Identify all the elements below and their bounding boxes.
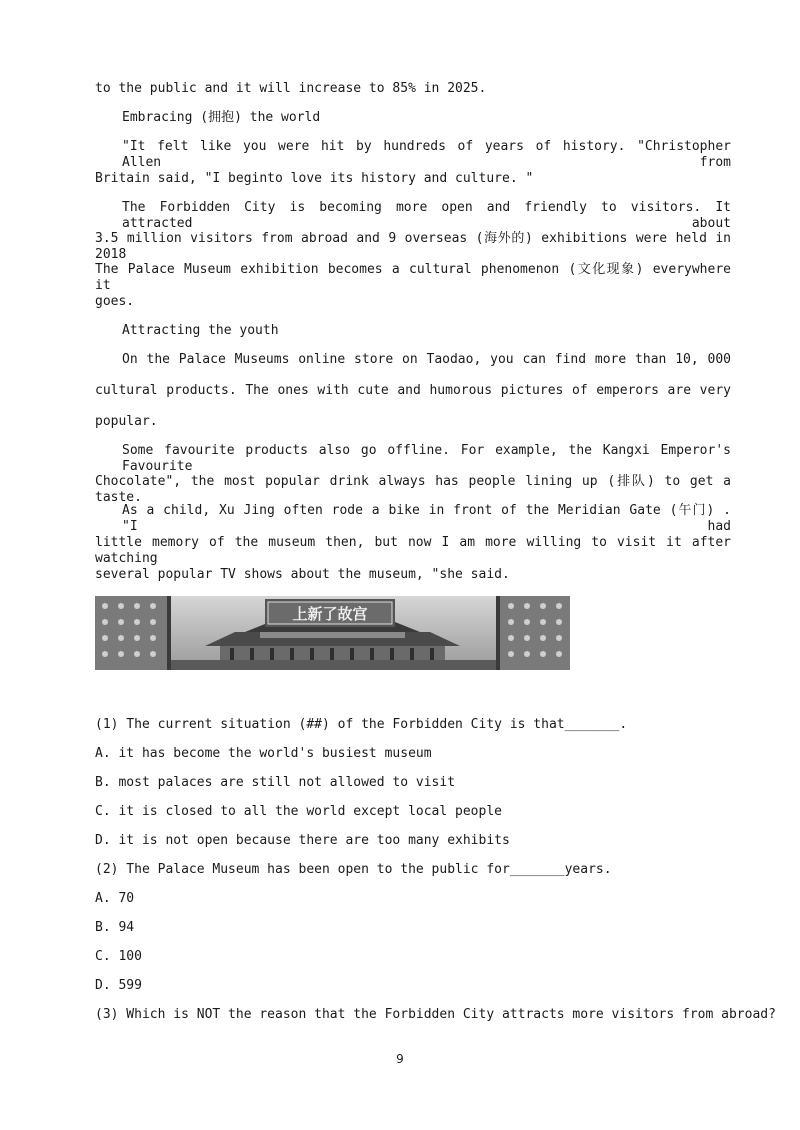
question-2-option-b: B. 94 (95, 920, 135, 935)
banner-sign-text: 上新了故宫 (292, 605, 368, 623)
passage-line: The Forbidden City is becoming more open and friendly to visitors. It attracted about (122, 200, 731, 231)
palace-banner-image (95, 596, 570, 670)
passage-line: Britain said, "I beginto love its history and culture. " (95, 171, 534, 186)
question-1-option-b: B. most palaces are still not allowed to visit (95, 775, 456, 790)
passage-line: several popular TV shows about the museum, "she said. (95, 567, 510, 582)
passage-line: little memory of the museum then, but now I am more willing to visit it after watching (95, 535, 731, 566)
passage-line: cultural products. The ones with cute and humorous pictures of emperors are very (95, 383, 731, 398)
passage-line: Chocolate", the most popular drink always has people lining up (排队) to get a taste. (95, 474, 731, 505)
question-1-stem: (1) The current situation (##) of the Forbidden City is that_______. (95, 717, 628, 732)
question-3-stem: (3) Which is NOT the reason that the Forbidden City attracts more visitors from abroad? (95, 1007, 776, 1022)
passage-line: goes. (95, 294, 135, 309)
question-2-option-c: C. 100 (95, 949, 142, 964)
question-1-option-c: C. it is closed to all the world except local people (95, 804, 502, 819)
section-heading-attracting: Attracting the youth (122, 323, 279, 338)
question-1-option-d: D. it is not open because there are too many exhibits (95, 833, 510, 848)
question-2-option-a: A. 70 (95, 891, 135, 906)
passage-line: The Palace Museum exhibition becomes a cultural phenomenon (文化现象) everywhere it (95, 262, 731, 293)
passage-line: As a child, Xu Jing often rode a bike in front of the Meridian Gate (午门) . "I had (122, 503, 731, 534)
section-heading-embracing: Embracing (拥抱) the world (122, 110, 321, 125)
question-1-option-a: A. it has become the world's busiest museum (95, 746, 432, 761)
passage-line: to the public and it will increase to 85% in 2025. (95, 81, 487, 96)
passage-line: Some favourite products also go offline. For example, the Kangxi Emperor's Favourite (122, 443, 731, 474)
question-2-option-d: D. 599 (95, 978, 142, 993)
passage-line: popular. (95, 414, 158, 429)
passage-line: "It felt like you were hit by hundreds of years of history. "Christopher Allen from (122, 139, 731, 170)
passage-line: 3.5 million visitors from abroad and 9 overseas (海外的) exhibitions were held in 2018 (95, 231, 731, 262)
page-number: 9 (396, 1052, 404, 1066)
passage-line: On the Palace Museums online store on Taodao, you can find more than 10, 000 (122, 352, 731, 367)
question-2-stem: (2) The Palace Museum has been open to the public for_______years. (95, 862, 612, 877)
